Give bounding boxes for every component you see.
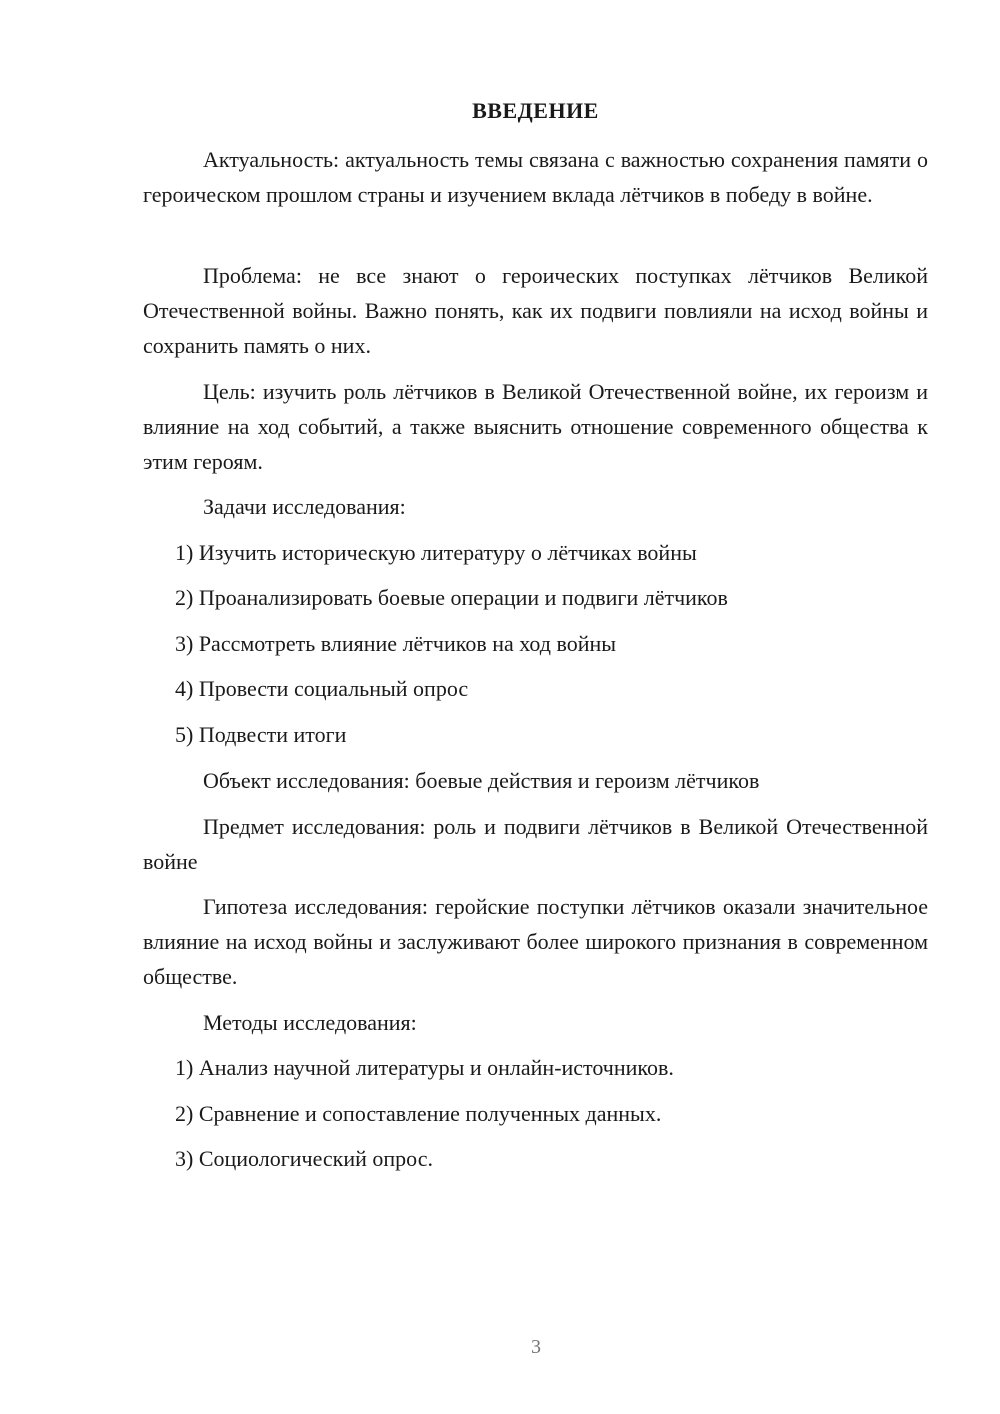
method-item-3: 3) Социологический опрос. (175, 1146, 433, 1171)
hypothesis-paragraph: Гипотеза исследования: геройские поступки лётчиков оказали значительное влияние на исход войны и заслуживают более широкого признания в современном обществе. (143, 894, 928, 989)
task-item-2: 2) Проанализировать боевые операции и подвиги лётчиков (175, 585, 728, 610)
object-paragraph: Объект исследования: боевые действия и героизм лётчиков (203, 768, 760, 793)
task-item-3: 3) Рассмотреть влияние лётчиков на ход войны (175, 631, 617, 656)
page-number: 3 (531, 1336, 541, 1358)
task-item-1: 1) Изучить историческую литературу о лётчиках войны (175, 540, 697, 565)
subject-paragraph: Предмет исследования: роль и подвиги лётчиков в Великой Отечественной войне (143, 814, 928, 874)
page-heading: ВВЕДЕНИЕ (472, 98, 599, 123)
method-item-1: 1) Анализ научной литературы и онлайн-источников. (175, 1055, 674, 1080)
methods-title: Методы исследования: (203, 1010, 417, 1035)
task-item-4: 4) Провести социальный опрос (175, 676, 469, 701)
task-item-5: 5) Подвести итоги (175, 722, 347, 747)
method-item-2: 2) Сравнение и сопоставление полученных данных. (175, 1101, 662, 1126)
goal-paragraph: Цель: изучить роль лётчиков в Великой Отечественной войне, их героизм и влияние на ход событий, а также выяснить отношение современного общества к этим героям. (143, 379, 928, 474)
tasks-title: Задачи исследования: (203, 494, 406, 519)
relevance-paragraph: Актуальность: актуальность темы связана с важностью сохранения памяти о героическом прошлом страны и изучением вклада лётчиков в победу в войне. (143, 147, 928, 207)
problem-paragraph: Проблема: не все знают о героических поступках лётчиков Великой Отечественной войны. Важно понять, как их подвиги повлияли на исход войны и сохранить память о них. (143, 263, 928, 358)
